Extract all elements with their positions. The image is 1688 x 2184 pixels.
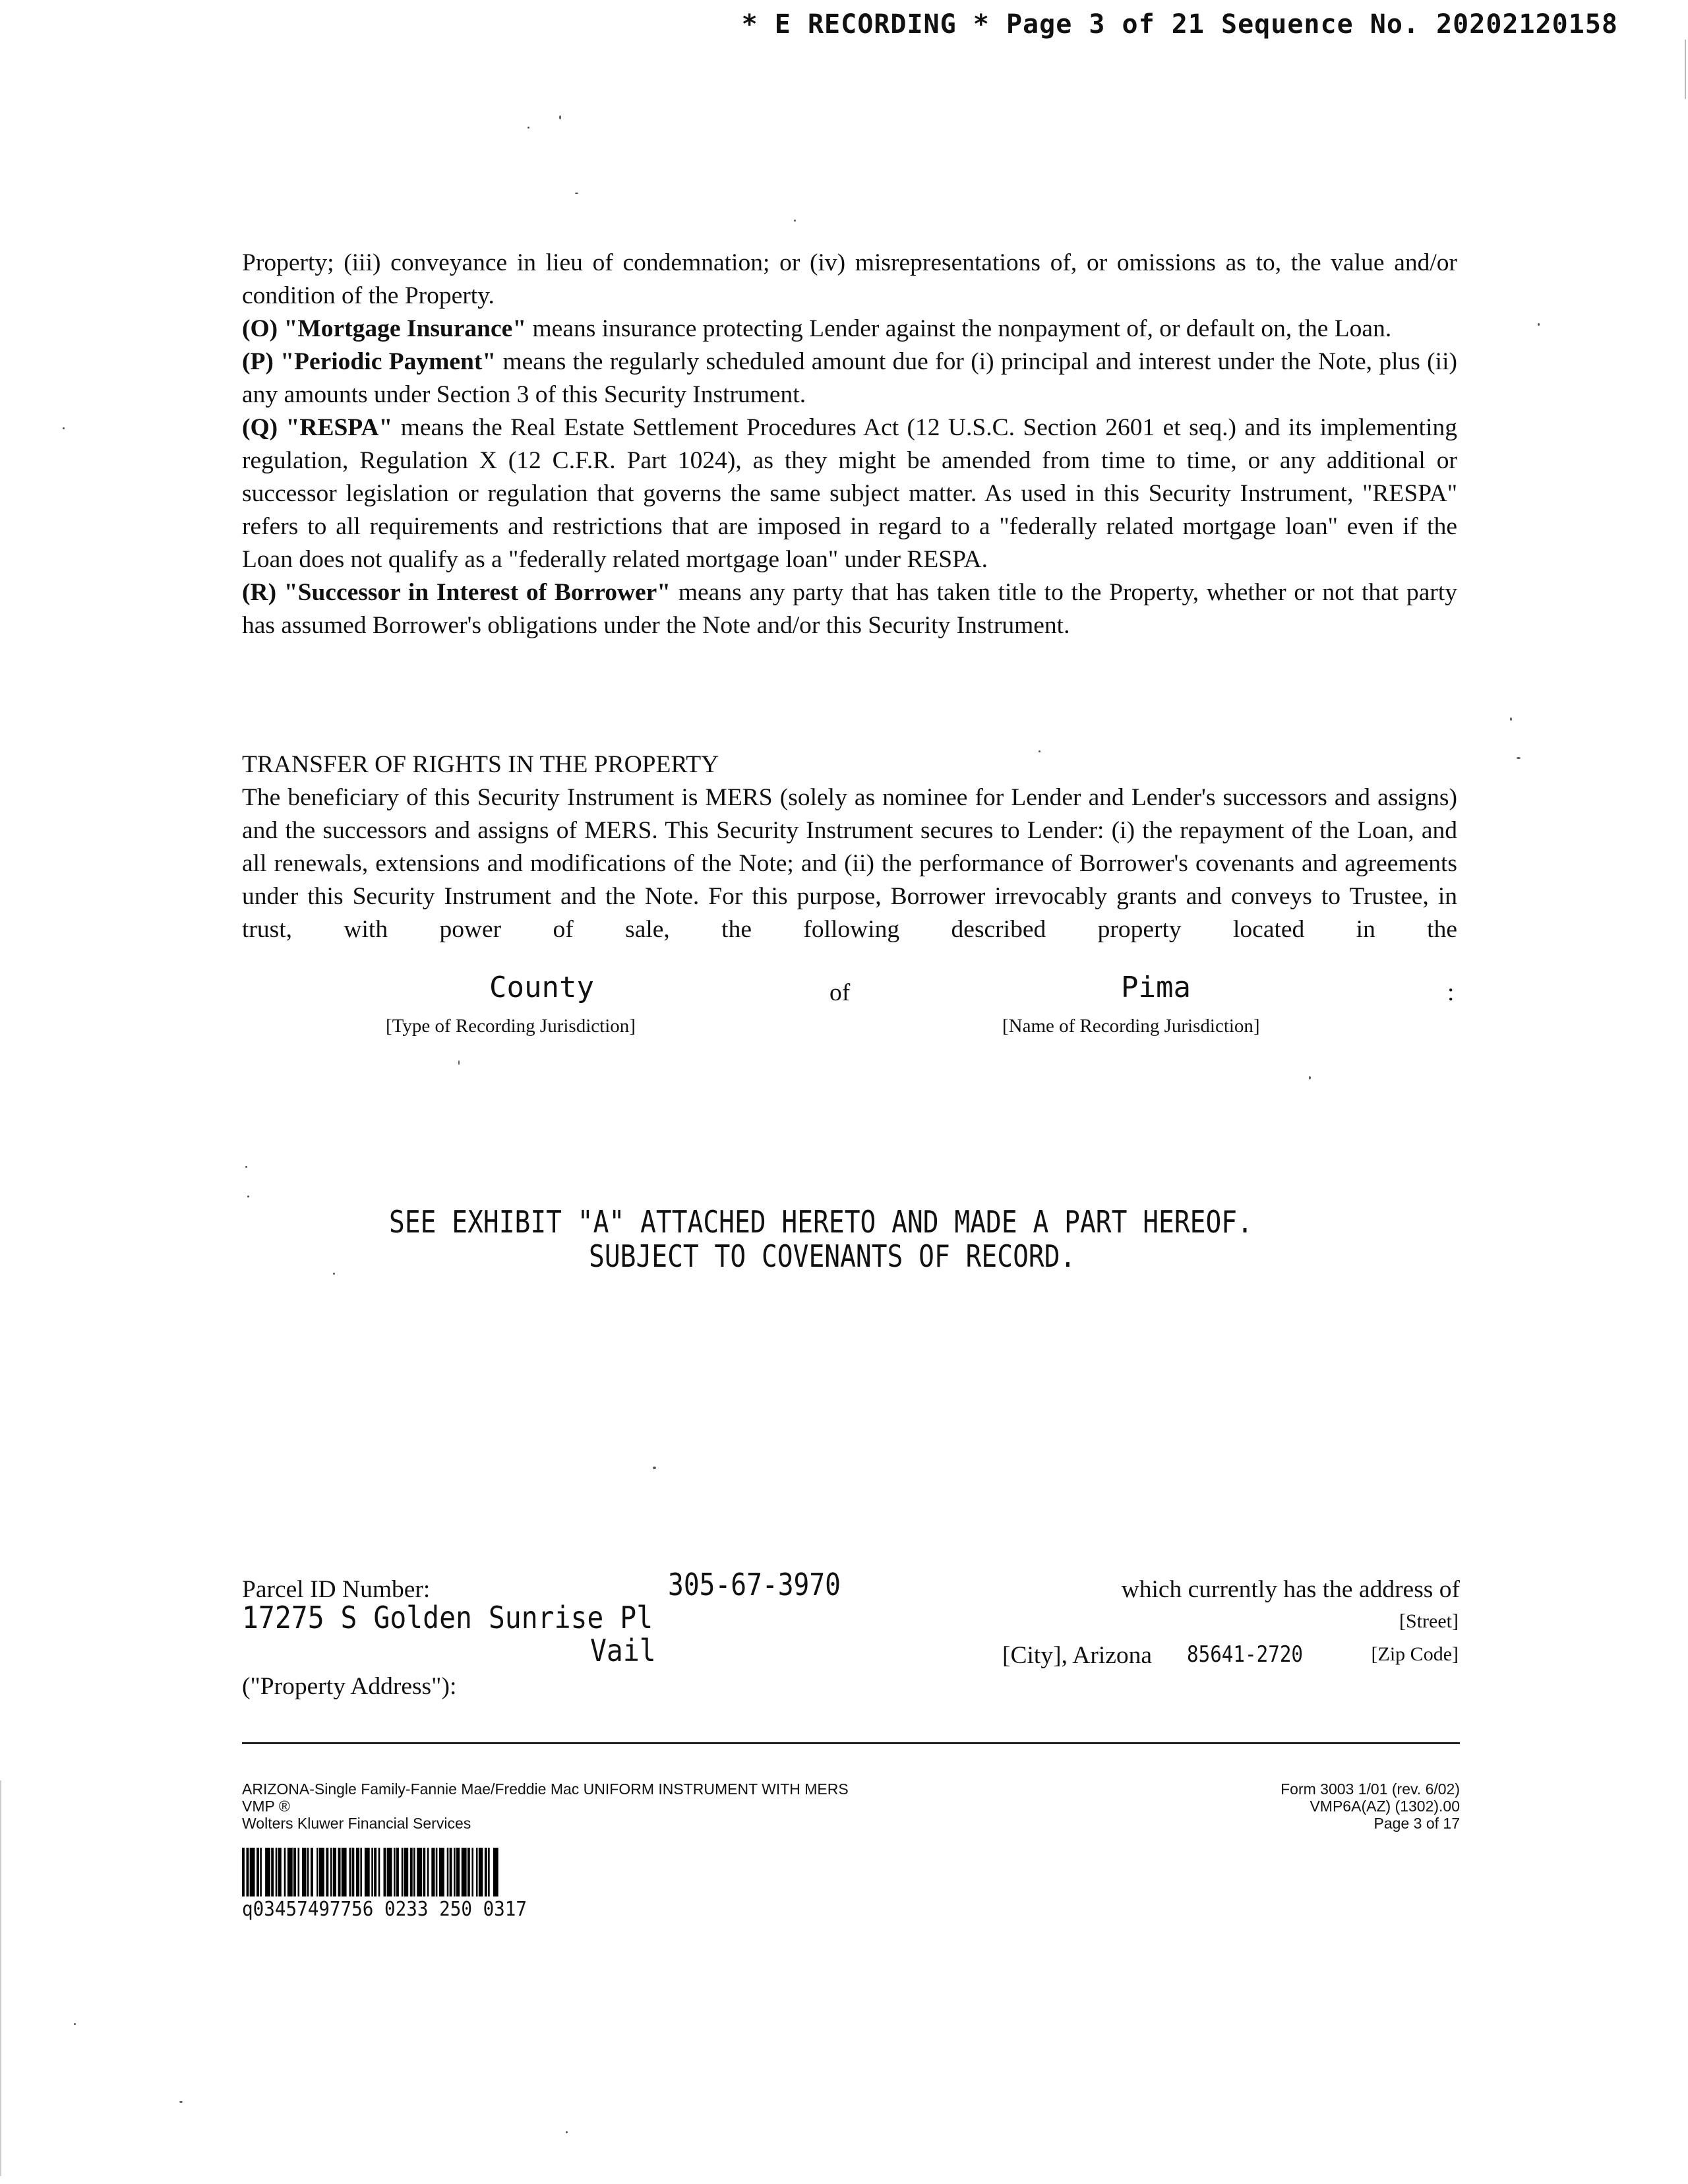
footer-vmp: VMP ®	[242, 1798, 290, 1815]
scan-edge-mark	[0, 1780, 1, 2176]
transfer-paragraph: The beneficiary of this Security Instrument is MERS (solely as nominee for Lender and Lender's successors and assigns) and the successors and assigns of MERS. This Security Instrument secures to Lender: (i) the repayment of the Loan, and all renewals, extensions and modifications of the Note; and (ii) the performance of Borrower's covenants and agreements under this Security Instrument and the Note. For this purpose, Borrower irrevocably grants and conveys to Trustee, in trust, with power of sale, the following described property located in the	[242, 784, 1457, 943]
transfer-heading: TRANSFER OF RIGHTS IN THE PROPERTY	[242, 751, 719, 778]
city-state-caption: [City], Arizona	[1002, 1642, 1153, 1669]
definition-q-text: means the Real Estate Settlement Procedures Act (12 U.S.C. Section 2601 et seq.) and its implementing regulation, Regulation X (12 C.F.R. Part 1024), as they might be amended from time to time, or any additional or successor legislation or regulation that governs the same subject matter. As used in this Security Instrument, "RESPA" refers to all requirements and restrictions that are imposed in regard to a "federally related mortgage loan" even if the Loan does not qualify as a "federally related mortgage loan" under RESPA.	[242, 414, 1458, 573]
scan-speck	[179, 2101, 183, 2103]
definition-o	[242, 313, 1457, 346]
zip-caption: [Zip Code]	[1371, 1643, 1459, 1665]
scan-speck	[794, 220, 796, 222]
scan-edge-mark	[1685, 40, 1686, 99]
definition-p	[242, 346, 1457, 411]
property-paragraph: Property; (iii) conveyance in lieu of condemnation; or (iv) misrepresentations of, or omissions as to, the value and/or condition of the Property.	[242, 249, 1457, 309]
exhibit-line-1: SEE EXHIBIT "A" ATTACHED HERETO AND MADE A PART HEREOF.	[389, 1204, 1253, 1240]
jurisdiction-type-value: County	[489, 971, 594, 1004]
scan-speck	[1517, 757, 1521, 759]
zip-value: 85641-2720	[1187, 1641, 1304, 1668]
footer-form-title: ARIZONA-Single Family-Fannie Mae/Freddie Mac UNIFORM INSTRUMENT WITH MERS	[242, 1780, 849, 1798]
definition-p-term: (P) "Periodic Payment"	[242, 348, 497, 375]
scan-speck	[1309, 1076, 1311, 1079]
jurisdiction-type-caption: [Type of Recording Jurisdiction]	[386, 1016, 636, 1037]
scan-speck	[1510, 717, 1512, 721]
footer-right	[1281, 1780, 1460, 1832]
definition-r	[242, 576, 1457, 642]
scan-speck	[458, 1060, 460, 1065]
parcel-id-number: 305-67-3970	[668, 1567, 841, 1602]
definition-q	[242, 411, 1457, 576]
definition-q-term: (Q) "RESPA"	[242, 414, 393, 441]
property-address-label: ("Property Address"):	[242, 1673, 457, 1700]
definition-r-text: means any party that has taken title to the Property, whether or not that party has assumed Borrower's obligations under the Note and/or this Security Instrument.	[242, 579, 1457, 639]
recording-header: * E RECORDING * Page 3 of 21 Sequence No. 20202120158	[741, 9, 1618, 40]
footer-vmp-code: VMP6A(AZ) (1302).00	[1310, 1798, 1460, 1815]
scan-speck	[575, 193, 578, 194]
footer-page-number: Page 3 of 17	[1373, 1815, 1460, 1832]
scan-speck	[653, 1467, 656, 1469]
footer-form-number: Form 3003 1/01 (rev. 6/02)	[1281, 1780, 1460, 1798]
definition-r-term: (R) "Successor in Interest of Borrower"	[242, 579, 671, 606]
scan-speck	[63, 427, 65, 429]
street-caption: [Street]	[1399, 1610, 1459, 1632]
footer-publisher: Wolters Kluwer Financial Services	[242, 1815, 471, 1832]
barcode-text: q03457497756 0233 250 0317	[242, 1898, 528, 1921]
jurisdiction-colon: :	[1447, 979, 1455, 1006]
jurisdiction-name-value: Pima	[1121, 971, 1191, 1004]
street-value: 17275 S Golden Sunrise Pl	[242, 1600, 653, 1635]
footer-divider	[242, 1742, 1460, 1744]
city-value: Vail	[590, 1633, 656, 1668]
scan-speck	[247, 1196, 249, 1198]
definition-p-text: means the regularly scheduled amount due for (i) principal and interest under the Note, plus (ii) any amounts under Section 3 of this Security Instrument.	[242, 348, 1458, 408]
scan-speck	[559, 115, 561, 119]
jurisdiction-name-caption: [Name of Recording Jurisdiction]	[1002, 1016, 1260, 1037]
address-intro: which currently has the address of	[1121, 1576, 1460, 1603]
definitions-section	[242, 247, 1457, 642]
transfer-section	[242, 748, 1457, 946]
barcode-image	[242, 1848, 716, 1896]
footer-left	[242, 1780, 849, 1832]
definition-o-text: means insurance protecting Lender against the nonpayment of, or default on, the Loan.	[526, 315, 1392, 342]
jurisdiction-of: of	[829, 979, 851, 1006]
scan-speck	[566, 2131, 568, 2133]
scan-speck	[245, 1166, 247, 1168]
exhibit-line-2: SUBJECT TO COVENANTS OF RECORD.	[589, 1238, 1076, 1274]
scan-speck	[1039, 750, 1040, 752]
scan-speck	[74, 2023, 76, 2025]
scan-speck	[333, 1273, 335, 1275]
scan-speck	[1538, 323, 1540, 326]
scan-speck	[528, 127, 529, 129]
definition-o-term: (O) "Mortgage Insurance"	[242, 315, 527, 342]
parcel-id-label: Parcel ID Number:	[242, 1576, 431, 1603]
